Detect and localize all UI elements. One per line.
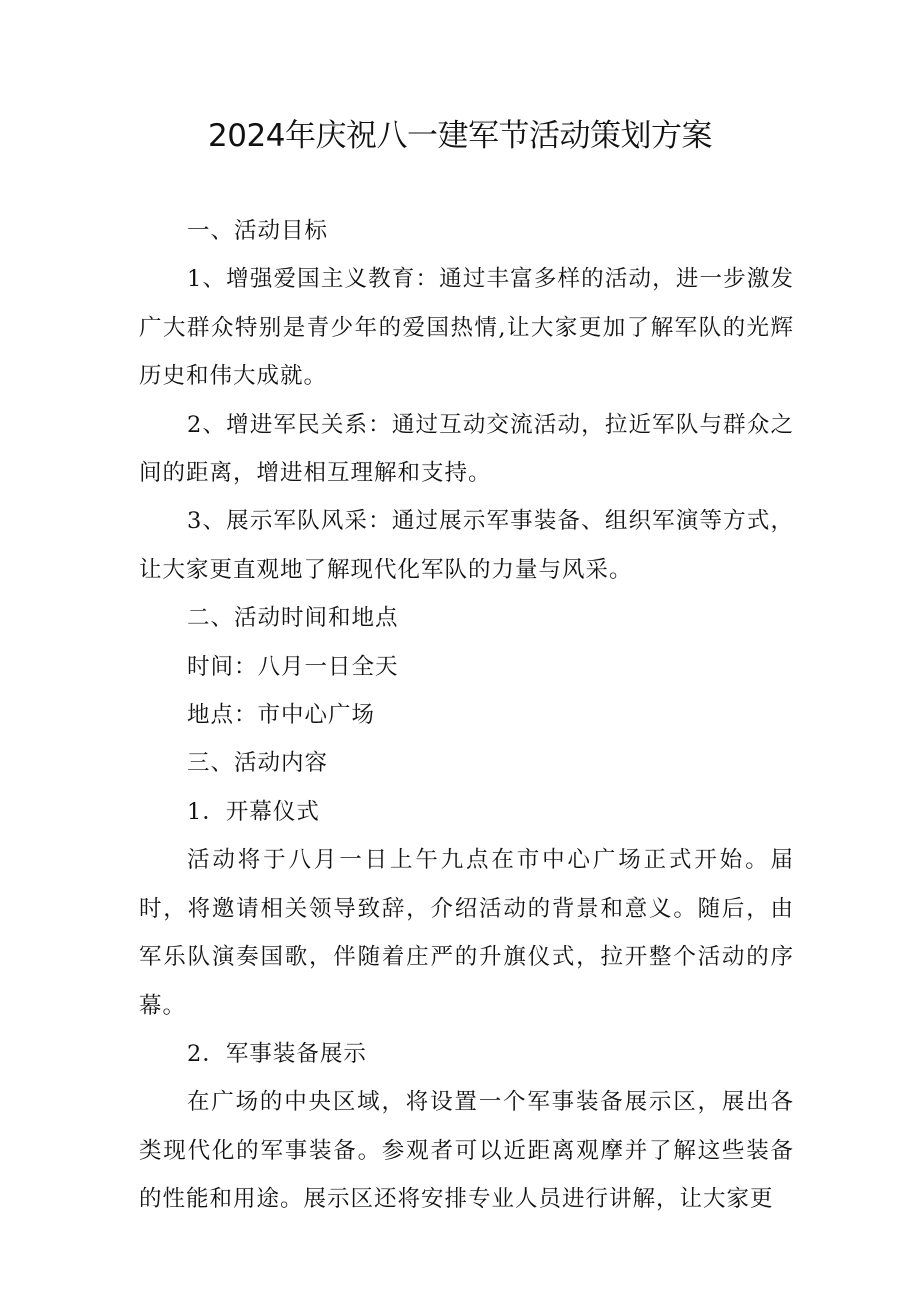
subheading-equipment-display: 2．军事装备展示 [187,1040,367,1067]
paragraph-opening-ceremony: 活动将于八月一日上午九点在市中心广场正式开始。届时，将邀请相关领导致辞，介绍活动的背景和意义。随后，由军乐队演奏国歌，伴随着庄严的升旗仪式，拉开整个活动的序幕。 [139,847,794,1019]
document-title: 2024年庆祝八一建军节活动策划方案 [208,118,712,154]
paragraph-goal-1: 1、增强爱国主义教育：通过丰富多样的活动，进一步激发广大群众特别是青少年的爱国热情,让大家更加了解军队的光辉历史和伟大成就。 [139,266,794,390]
section-heading-time-place: 二、活动时间和地点 [187,605,399,632]
paragraph-place: 地点：市中心广场 [187,702,376,729]
paragraph-goal-3: 3、展示军队风采：通过展示军事装备、组织军演等方式，让大家更直观地了解现代化军队的力量与风采。 [139,508,794,583]
section-heading-content: 三、活动内容 [187,750,329,777]
subheading-opening-ceremony: 1．开幕仪式 [187,798,320,825]
document-body [139,207,794,1224]
paragraph-equipment-display: 在广场的中央区域，将设置一个军事装备展示区，展出各类现代化的军事装备。参观者可以近距离观摩并了解这些装备的性能和用途。展示区还将安排专业人员进行讲解，让大家更 [139,1089,794,1213]
paragraph-goal-2: 2、增进军民关系：通过互动交流活动，拉近军队与群众之间的距离，增进相互理解和支持。 [139,411,794,487]
section-heading-goals: 一、活动目标 [187,218,329,244]
paragraph-time: 时间：八月一日全天 [187,653,399,680]
